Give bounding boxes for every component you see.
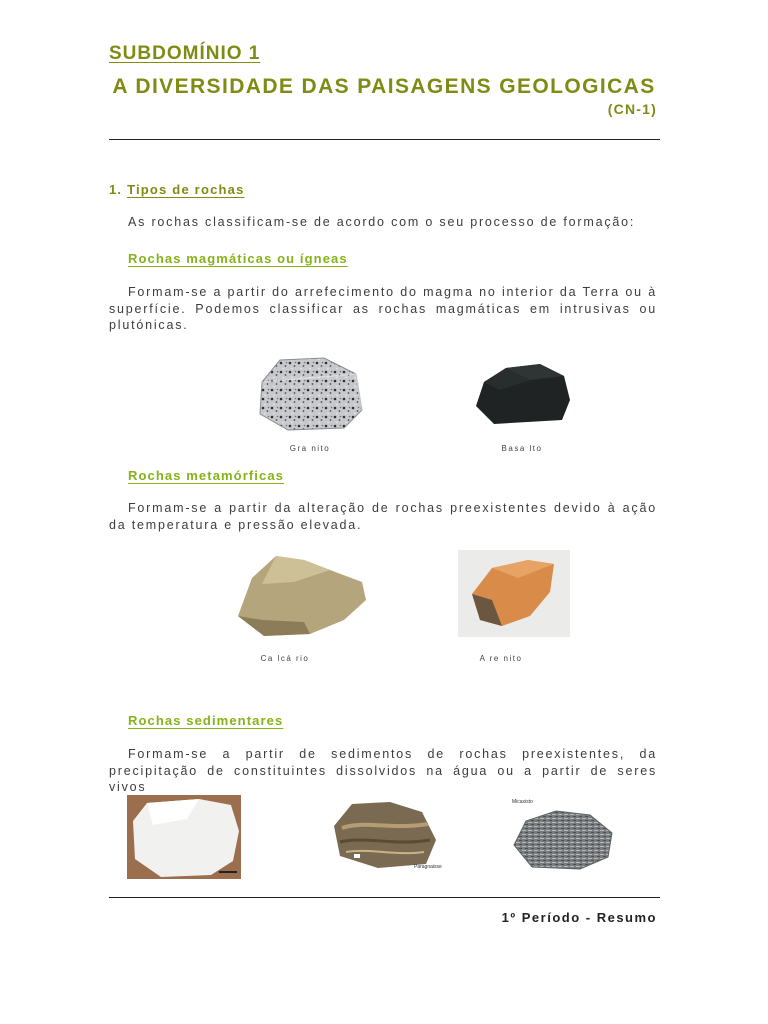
white-rock-image: [127, 795, 241, 879]
gneiss-label: Paragnaisse: [414, 864, 442, 870]
section-heading: [109, 182, 245, 197]
intro-paragraph: As rochas classificam-se de acordo com o seu processo de formação:: [128, 215, 636, 229]
metamorphic-heading: Rochas metamórficas: [128, 468, 285, 483]
section-title: Tipos de rochas: [127, 182, 245, 197]
granite-image: [252, 352, 368, 434]
section-number: 1.: [109, 182, 123, 197]
basalt-caption: Basa lto: [501, 444, 543, 453]
banded-rock-image: [330, 798, 440, 872]
granite-caption: Gra nito: [289, 444, 331, 453]
curriculum-code: (CN-1): [607, 101, 657, 117]
schist-image: [510, 805, 616, 873]
sedimentary-heading: Rochas sedimentares: [128, 713, 284, 728]
schist-label: Micaxisto: [512, 799, 533, 805]
igneous-heading: Rochas magmáticas ou ígneas: [128, 251, 348, 266]
sedimentary-paragraph: Formam-se a partir de sedimentos de rochas preexistentes, da precipitação de constituintes dissolvidos na água ou a partir de seres vivos: [109, 747, 657, 794]
footer-divider: [109, 897, 660, 898]
footer-text: 1º Período - Resumo: [501, 910, 657, 925]
limestone-caption: Ca lcá rio: [260, 654, 310, 663]
header-divider: [109, 139, 660, 140]
metamorphic-paragraph: Formam-se a partir da alteração de rochas preexistentes devido à ação da temperatura e pressão elevada.: [109, 501, 657, 532]
basalt-image: [470, 360, 582, 428]
limestone-image: [234, 548, 370, 640]
igneous-paragraph: Formam-se a partir do arrefecimento do magma no interior da Terra ou à superfície. Podemos classificar as rochas magmáticas em intrusivas ou plutónicas.: [109, 285, 657, 332]
sandstone-image: [458, 550, 570, 637]
page-title: A DIVERSIDADE DAS PAISAGENS GEOLOGICAS: [112, 75, 656, 98]
sandstone-caption: A re nito: [479, 654, 523, 663]
subdomain-label: SUBDOMÍNIO 1: [109, 43, 261, 64]
